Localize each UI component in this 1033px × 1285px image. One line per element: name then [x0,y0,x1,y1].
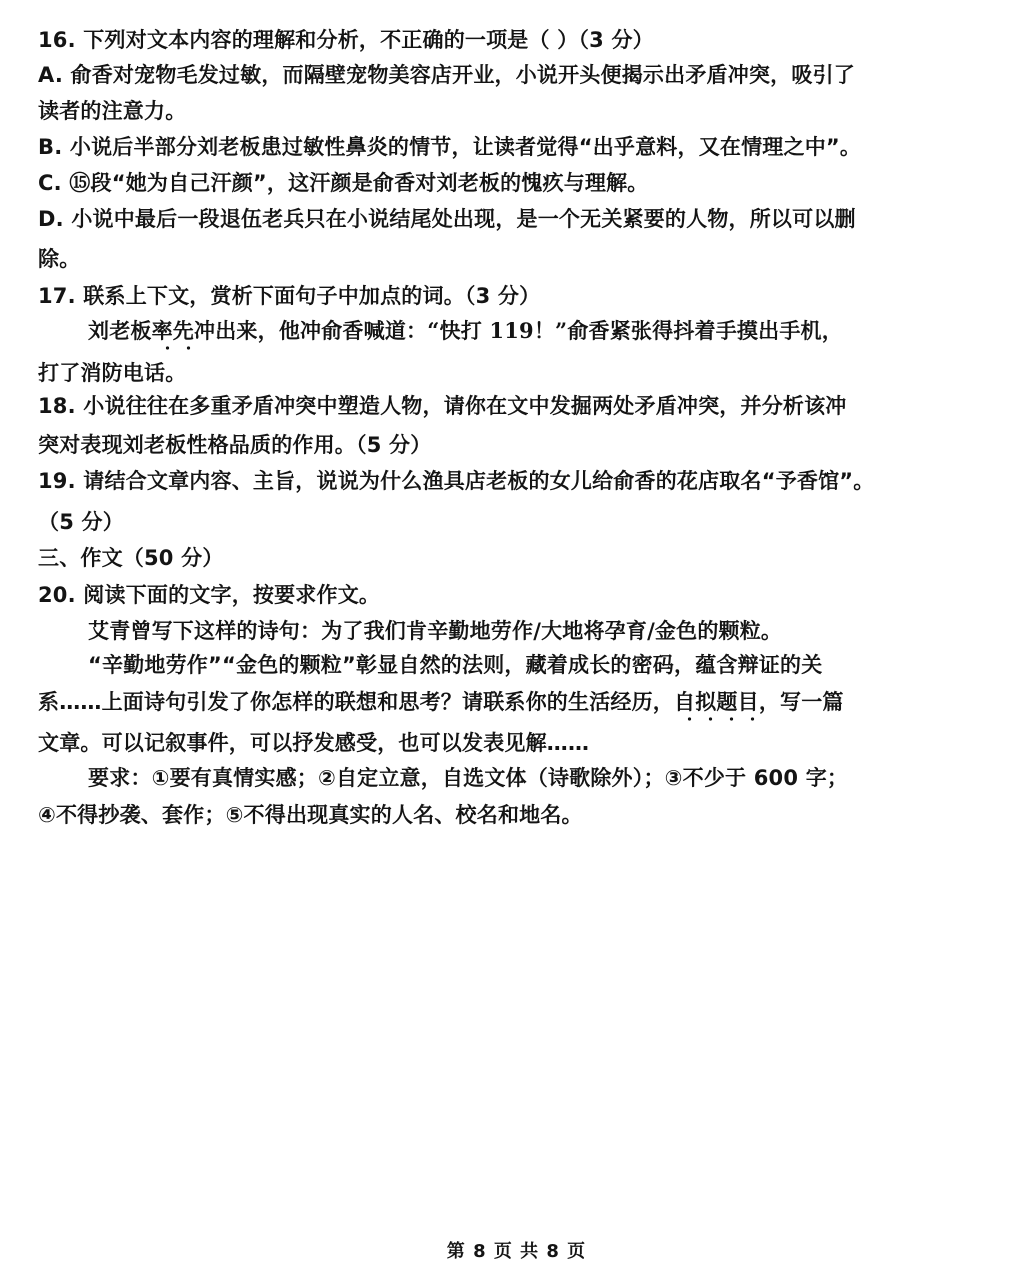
page-footer: 第 8 页 共 8 页 [446,1241,587,1262]
q17-quote-line2: 打了消防电话。 [38,360,187,385]
section-title-composition: 三、作文（50 分） [38,546,224,570]
q16-option-c: C. ⑮段“她为自己汗颜”，这汗颜是俞香对刘老板的愧疚与理解。 [38,171,649,195]
q16-option-a-line1: A. 俞香对宠物毛发过敏，而隔壁宠物美容店开业，小说开头便揭示出矛盾冲突，吸引了 [38,63,855,87]
q18-line1: 18. 小说往往在多重矛盾冲突中塑造人物，请你在文中发掘两处矛盾冲突，并分析该冲 [38,394,847,418]
q19-line1: 19. 请结合文章内容、主旨，说说为什么渔具店老板的女儿给俞香的花店取名“予香馆”。 [38,469,875,493]
q20-requirements-line2: ④不得抄袭、套作；⑤不得出现真实的人名、校名和地名。 [38,803,583,827]
q20-poem: 艾青曾写下这样的诗句：为了我们肯辛勤地劳作/大地将孕育/金色的颗粒。 [88,618,783,643]
q16-stem: 16. 下列对文本内容的理解和分析，不正确的一项是（ ）（3 分） [38,28,654,52]
q16-option-a-line2: 读者的注意力。 [38,99,187,123]
q17-dotted-word: 率先 [151,318,195,343]
q19-line2: （5 分） [38,510,124,534]
q20-dotted-word: 自拟题目 [674,690,759,714]
q18-line2: 突对表现刘老板性格品质的作用。（5 分） [38,433,432,457]
q17-quote-post: 冲出来，他冲俞香喊道：“快打 119！”俞香紧张得抖着手摸出手机， [194,318,843,343]
q16-option-d-line2: 除。 [38,247,81,271]
q20-paragraph-line2 [38,689,844,715]
q17-stem: 17. 联系上下文，赏析下面句子中加点的词。（3 分） [38,284,541,308]
q20-paragraph-line2-post: ，写一篇 [758,690,844,714]
q20-paragraph-line3: 文章。可以记叙事件，可以抒发感受，也可以发表见解…… [38,731,590,755]
q16-option-d-line1: D. 小说中最后一段退伍老兵只在小说结尾处出现，是一个无关紧要的人物，所以可以删 [38,207,856,231]
q20-paragraph-line2-pre: 系……上面诗句引发了你怎样的联想和思考？请联系你的生活经历， [38,690,674,714]
q16-option-b: B. 小说后半部分刘老板患过敏性鼻炎的情节，让读者觉得“出乎意料，又在情理之中”。 [38,135,862,159]
q20-paragraph-line1: “辛勤地劳作”“金色的颗粒”彰显自然的法则，藏着成长的密码，蕴含辩证的关 [88,653,823,677]
q17-quote-line1 [88,318,843,344]
q17-quote-pre: 刘老板 [88,318,152,343]
q20-requirements-line1: 要求：①要有真情实感；②自定立意，自选文体（诗歌除外）；③不少于 600 字； [88,766,849,790]
q20-stem: 20. 阅读下面的文字，按要求作文。 [38,583,381,607]
